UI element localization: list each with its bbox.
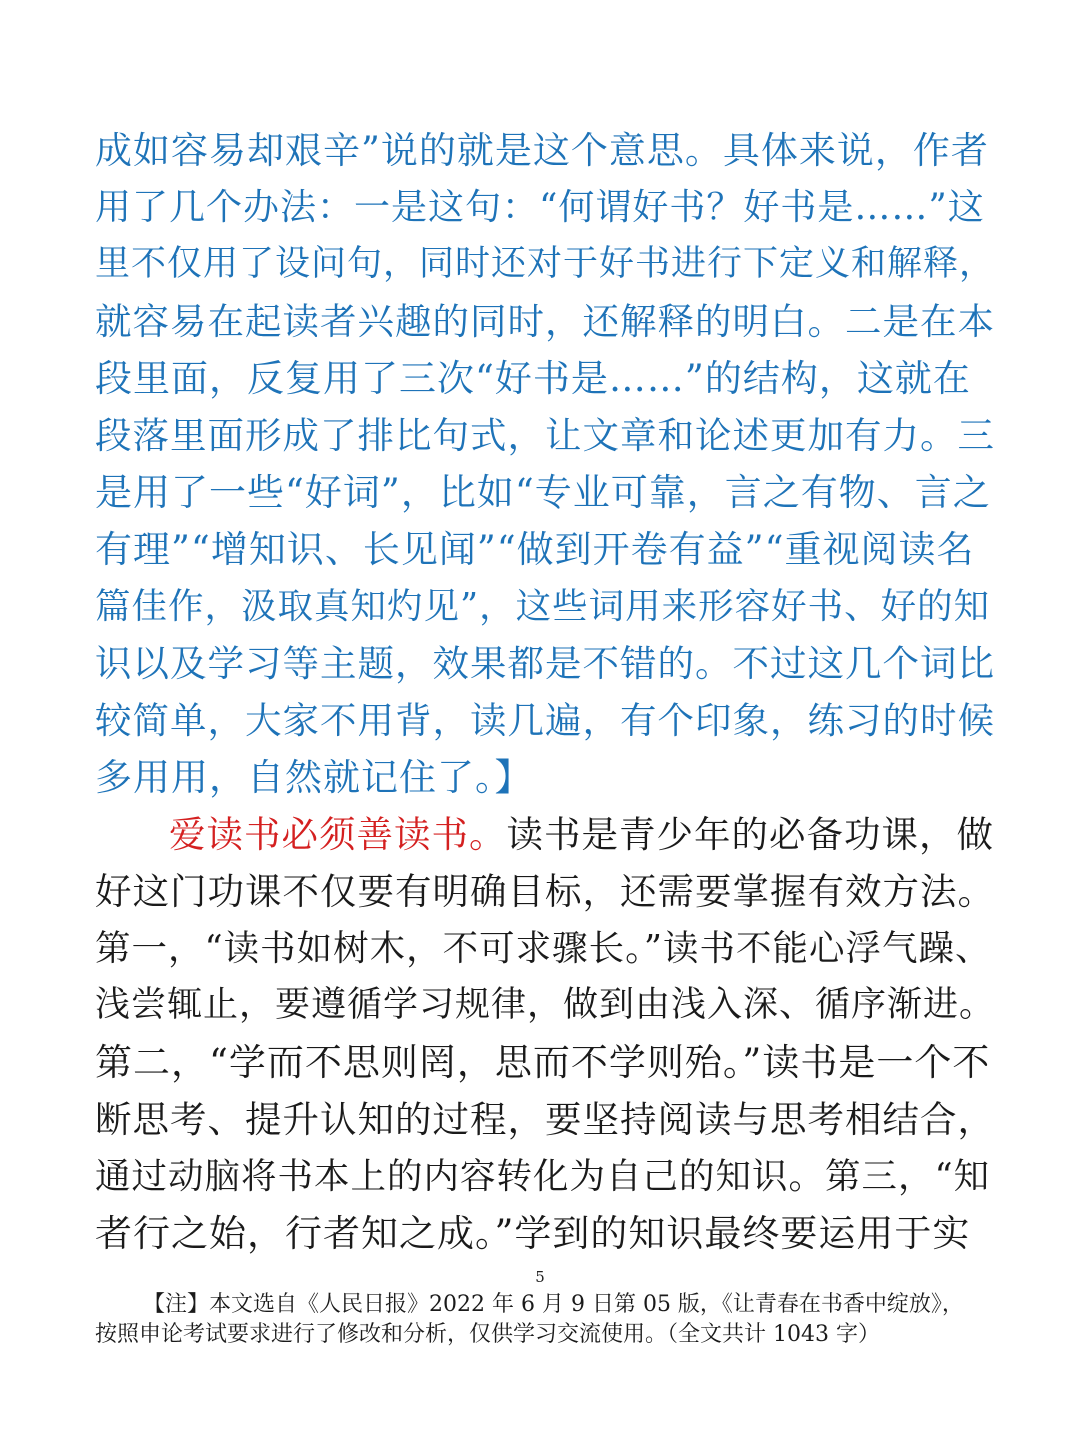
footnote-line: 【注】本文选自《人民日报》2022 年 6 月 9 日第 05 版，《让青春在书香中绽放》， <box>143 1292 964 1317</box>
analysis-line: 段落里面形成了排比句式，让文章和论述更加有力。三 <box>95 414 995 457</box>
footnote <box>95 1290 995 1350</box>
analysis-line: 成如容易却艰辛”说的就是这个意思。具体来说，作者 <box>95 129 989 172</box>
body-line: 第二，“学而不思则罔，思而不学则殆。”读书是一个不 <box>95 1041 991 1084</box>
analysis-line: 是用了一些“好词”，比如“专业可靠，言之有物、言之 <box>95 471 991 514</box>
analysis-line: 里不仅用了设问句，同时还对于好书进行下定义和解释， <box>95 244 996 284</box>
analysis-line: 就容易在起读者兴趣的同时，还解释的明白。二是在本 <box>95 300 995 343</box>
body-line: 者行之始，行者知之成。”学到的知识最终要运用于实 <box>95 1212 971 1255</box>
footnote-line: 按照申论考试要求进行了修改和分析，仅供学习交流使用。（全文共计 1043 字） <box>95 1322 880 1347</box>
analysis-line: 多用用，自然就记住了。】 <box>95 756 533 799</box>
analysis-line: 较简单，大家不用背，读几遍，有个印象，练习的时候 <box>95 699 995 742</box>
paragraph-heading: 爱读书必须善读书。 <box>169 813 507 856</box>
body-line: 通过动脑将书本上的内容转化为自己的知识。第三，“知 <box>95 1156 991 1197</box>
analysis-line: 篇佳作，汲取真知灼见”，这些词用来形容好书、好的知 <box>95 586 991 627</box>
analysis-line: 段里面，反复用了三次“好书是……”的结构，这就在 <box>95 357 971 400</box>
analysis-line: 用了几个办法：一是这句：“何谓好书？好书是……”这 <box>95 187 985 228</box>
analysis-line: 有理”“增知识、长见闻”“做到开卷有益”“重视阅读名 <box>95 528 975 571</box>
body-line: 断思考、提升认知的过程，要坚持阅读与思考相结合， <box>95 1098 995 1141</box>
body-line: 浅尝辄止，要遵循学习规律，做到由浅入深、循序渐进。 <box>95 985 996 1025</box>
page-number: 5 <box>535 1268 545 1286</box>
body-line: 好这门功课不仅要有明确目标，还需要掌握有效方法。 <box>95 870 995 913</box>
paragraph-first-line <box>95 806 995 863</box>
paragraph-text: 读书是青少年的必备功课，做 <box>506 813 994 856</box>
analysis-line: 识以及学习等主题，效果都是不错的。不过这几个词比 <box>95 642 995 685</box>
text-block <box>95 122 995 1262</box>
body-line: 第一，“读书如树木，不可求骤长。”读书不能心浮气躁、 <box>95 928 992 969</box>
